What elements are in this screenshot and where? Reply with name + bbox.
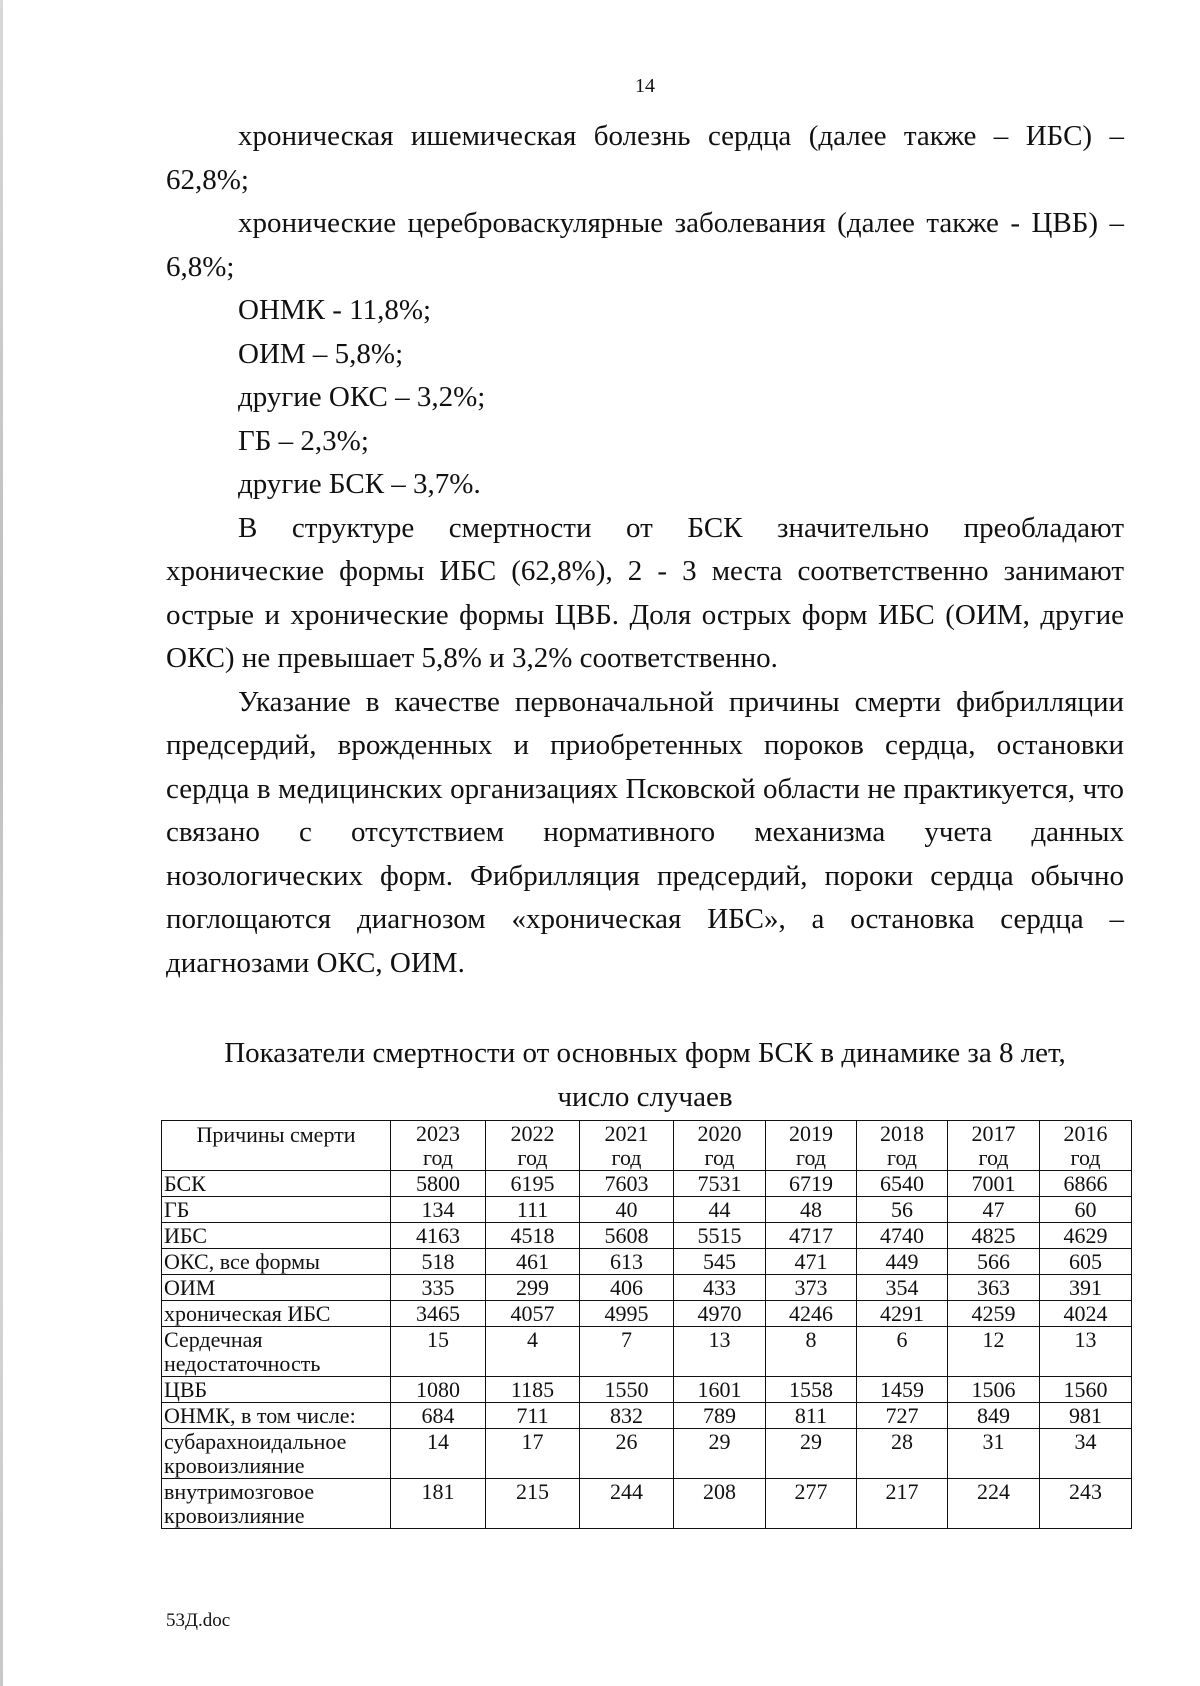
row-label: ИБС bbox=[162, 1223, 391, 1249]
table-cell: 29 bbox=[674, 1429, 766, 1479]
header-year-suffix: год bbox=[1070, 1145, 1101, 1170]
header-year-suffix: год bbox=[611, 1145, 642, 1170]
footer-filename: 53Д.doc bbox=[166, 1610, 231, 1631]
list-item-ibs-text: хроническая ишемическая болезнь сердца (далее также – ИБС) – bbox=[238, 120, 1124, 152]
table-cell: 5800 bbox=[391, 1171, 486, 1197]
table-cell: 7531 bbox=[674, 1171, 766, 1197]
table-cell: 4825 bbox=[948, 1223, 1040, 1249]
table-cell: 4291 bbox=[857, 1301, 948, 1327]
table-header-row bbox=[162, 1121, 1132, 1171]
paragraph-structure: В структуре смертности от БСК значительно преобладают хронические формы ИБС (62,8%), 2 - 3 места соответственно занимают острые и хронические формы ЦВБ. Доля острых форм ИБС (ОИМ, другие ОКС) не превышает 5,8% и 3,2% соответственно. bbox=[166, 511, 1124, 674]
header-year-suffix: год bbox=[886, 1145, 918, 1170]
header-year bbox=[580, 1121, 674, 1171]
table-cell: 4024 bbox=[1040, 1301, 1132, 1327]
header-year bbox=[674, 1121, 766, 1171]
header-year bbox=[766, 1121, 857, 1171]
list-item-gb: ГБ – 2,3%; bbox=[238, 424, 369, 457]
header-year-value: 2022 bbox=[510, 1121, 555, 1146]
table-cell: 217 bbox=[857, 1479, 948, 1529]
header-year-value: 2019 bbox=[789, 1121, 833, 1146]
list-item-ibs bbox=[166, 115, 1124, 159]
list-item-onmk: ОНМК - 11,8%; bbox=[238, 294, 432, 326]
page-number: 14 bbox=[635, 75, 655, 97]
table-cell: 711 bbox=[486, 1403, 580, 1429]
header-year-suffix: год bbox=[517, 1145, 548, 1170]
table-cell: 1560 bbox=[1040, 1377, 1132, 1403]
table-cell: 224 bbox=[948, 1479, 1040, 1529]
table-cell: 7001 bbox=[948, 1171, 1040, 1197]
table-cell: 47 bbox=[948, 1197, 1040, 1223]
header-year bbox=[391, 1121, 486, 1171]
table-cell: 4740 bbox=[857, 1223, 948, 1249]
list-item-cvb bbox=[166, 202, 1124, 246]
table-cell: 7603 bbox=[580, 1171, 674, 1197]
row-label: ОНМК, в том числе: bbox=[162, 1403, 391, 1429]
table-cell: 4629 bbox=[1040, 1223, 1132, 1249]
table-cell: 111 bbox=[486, 1197, 580, 1223]
table-cell: 34 bbox=[1040, 1429, 1132, 1479]
row-label-line-1: Сердечная bbox=[164, 1327, 263, 1352]
table-cell: 4259 bbox=[948, 1301, 1040, 1327]
table-cell: 391 bbox=[1040, 1275, 1132, 1301]
paragraph-causes: Указание в качестве первоначальной причины смерти фибрилляции предсердий, врожденных и приобретенных пороков сердца, остановки сердца в медицинских организациях Псковской области не практикуется, что связано с отсутствием нормативного механизма учета данных нозологических форм. Фибрилляция предсердий, пороки сердца обычно поглощаются диагнозом «хроническая ИБС», а остановка сердца – диагнозами ОКС, ОИМ. bbox=[166, 685, 1124, 979]
header-year bbox=[948, 1121, 1040, 1171]
header-year-suffix: год bbox=[422, 1145, 454, 1170]
table-cell: 14 bbox=[391, 1429, 486, 1479]
table-cell: 4717 bbox=[766, 1223, 857, 1249]
row-label: ГБ bbox=[162, 1197, 391, 1223]
table-cell: 849 bbox=[948, 1403, 1040, 1429]
table-cell: 981 bbox=[1040, 1403, 1132, 1429]
table-cell: 433 bbox=[674, 1275, 766, 1301]
table-cell: 363 bbox=[948, 1275, 1040, 1301]
header-year-value: 2017 bbox=[971, 1121, 1016, 1146]
table-row bbox=[162, 1223, 1132, 1249]
header-year bbox=[857, 1121, 948, 1171]
table-cell: 335 bbox=[391, 1275, 486, 1301]
table-cell: 31 bbox=[948, 1429, 1040, 1479]
table-cell: 406 bbox=[580, 1275, 674, 1301]
table-cell: 1185 bbox=[486, 1377, 580, 1403]
table-title-line-2: число случаев bbox=[557, 1080, 733, 1113]
table-row bbox=[162, 1301, 1132, 1327]
row-label-line-2: недостаточность bbox=[164, 1351, 321, 1376]
table-cell: 244 bbox=[580, 1479, 674, 1529]
table-cell: 44 bbox=[674, 1197, 766, 1223]
table-cell: 461 bbox=[486, 1249, 580, 1275]
table-cell: 1080 bbox=[391, 1377, 486, 1403]
table-cell: 566 bbox=[948, 1249, 1040, 1275]
table-cell: 5515 bbox=[674, 1223, 766, 1249]
header-year-value: 2018 bbox=[880, 1121, 924, 1146]
table-cell: 299 bbox=[486, 1275, 580, 1301]
table-row bbox=[162, 1249, 1132, 1275]
row-label: ОИМ bbox=[162, 1275, 391, 1301]
table-cell: 789 bbox=[674, 1403, 766, 1429]
list-item-ibs-continuation: 62,8%; bbox=[166, 163, 249, 196]
header-year-value: 2016 bbox=[1063, 1121, 1108, 1146]
table-row bbox=[162, 1403, 1132, 1429]
header-year bbox=[1040, 1121, 1132, 1171]
table-cell: 40 bbox=[580, 1197, 674, 1223]
row-label: ОКС, все формы bbox=[162, 1249, 391, 1275]
table-cell: 6195 bbox=[486, 1171, 580, 1197]
list-item-other-bsk: другие БСК – 3,7%. bbox=[238, 468, 481, 500]
header-cause: Причины смерти bbox=[162, 1121, 391, 1171]
table-cell: 727 bbox=[857, 1403, 948, 1429]
table-cell: 28 bbox=[857, 1429, 948, 1479]
table-cell: 17 bbox=[486, 1429, 580, 1479]
table-cell: 684 bbox=[391, 1403, 486, 1429]
table-cell: 243 bbox=[1040, 1479, 1132, 1529]
mortality-table bbox=[161, 1120, 1132, 1529]
table-row bbox=[162, 1429, 1132, 1479]
table-cell: 4057 bbox=[486, 1301, 580, 1327]
row-label-line-2: кровоизлияние bbox=[164, 1453, 305, 1478]
table-cell: 5608 bbox=[580, 1223, 674, 1249]
list-item-cvb-text: хронические цереброваскулярные заболевания (далее также - ЦВБ) – bbox=[238, 207, 1124, 239]
table-cell: 15 bbox=[391, 1327, 486, 1377]
table-cell: 13 bbox=[1040, 1327, 1132, 1377]
header-year bbox=[486, 1121, 580, 1171]
table-row bbox=[162, 1377, 1132, 1403]
table-row bbox=[162, 1171, 1132, 1197]
row-label: ЦВБ bbox=[162, 1377, 391, 1403]
header-year-suffix: год bbox=[795, 1145, 827, 1170]
table-cell: 1550 bbox=[580, 1377, 674, 1403]
table-cell: 1601 bbox=[674, 1377, 766, 1403]
row-label bbox=[162, 1479, 391, 1529]
header-year-suffix: год bbox=[704, 1145, 735, 1170]
table-cell: 277 bbox=[766, 1479, 857, 1529]
table-title bbox=[166, 1032, 1124, 1119]
table-cell: 4246 bbox=[766, 1301, 857, 1327]
table-cell: 6540 bbox=[857, 1171, 948, 1197]
table-cell: 13 bbox=[674, 1327, 766, 1377]
table-cell: 373 bbox=[766, 1275, 857, 1301]
row-label bbox=[162, 1327, 391, 1377]
scan-edge-decoration bbox=[0, 0, 3, 1686]
table-cell: 29 bbox=[766, 1429, 857, 1479]
table-cell: 1506 bbox=[948, 1377, 1040, 1403]
row-label-line-1: субарахноидальное bbox=[164, 1429, 347, 1454]
table-cell: 518 bbox=[391, 1249, 486, 1275]
table-cell: 1558 bbox=[766, 1377, 857, 1403]
table-cell: 48 bbox=[766, 1197, 857, 1223]
table-row bbox=[162, 1197, 1132, 1223]
table-cell: 181 bbox=[391, 1479, 486, 1529]
table-cell: 4 bbox=[486, 1327, 580, 1377]
header-year-value: 2020 bbox=[697, 1121, 742, 1146]
row-label-line-2: кровоизлияние bbox=[164, 1503, 305, 1528]
header-year-value: 2023 bbox=[416, 1121, 460, 1146]
row-label: БСК bbox=[162, 1171, 391, 1197]
table-cell: 471 bbox=[766, 1249, 857, 1275]
table-cell: 832 bbox=[580, 1403, 674, 1429]
table-cell: 215 bbox=[486, 1479, 580, 1529]
list-item-other-oks: другие ОКС – 3,2%; bbox=[238, 381, 486, 413]
table-cell: 613 bbox=[580, 1249, 674, 1275]
table-cell: 449 bbox=[857, 1249, 948, 1275]
table-cell: 6866 bbox=[1040, 1171, 1132, 1197]
table-cell: 26 bbox=[580, 1429, 674, 1479]
table-cell: 8 bbox=[766, 1327, 857, 1377]
body-text bbox=[166, 115, 1124, 985]
table-cell: 12 bbox=[948, 1327, 1040, 1377]
table-cell: 3465 bbox=[391, 1301, 486, 1327]
table-cell: 6 bbox=[857, 1327, 948, 1377]
table-row bbox=[162, 1327, 1132, 1377]
row-label-line-1: внутримозговое bbox=[164, 1479, 315, 1504]
table-cell: 7 bbox=[580, 1327, 674, 1377]
table-cell: 4163 bbox=[391, 1223, 486, 1249]
table-cell: 4995 bbox=[580, 1301, 674, 1327]
table-title-line-1: Показатели смертности от основных форм БСК в динамике за 8 лет, bbox=[224, 1037, 1066, 1069]
table-cell: 56 bbox=[857, 1197, 948, 1223]
row-label: хроническая ИБС bbox=[162, 1301, 391, 1327]
header-year-suffix: год bbox=[978, 1145, 1009, 1170]
table-cell: 134 bbox=[391, 1197, 486, 1223]
table-cell: 354 bbox=[857, 1275, 948, 1301]
table-cell: 60 bbox=[1040, 1197, 1132, 1223]
table-row bbox=[162, 1479, 1132, 1529]
table-cell: 545 bbox=[674, 1249, 766, 1275]
table-cell: 4970 bbox=[674, 1301, 766, 1327]
table-cell: 1459 bbox=[857, 1377, 948, 1403]
table-cell: 811 bbox=[766, 1403, 857, 1429]
table-cell: 6719 bbox=[766, 1171, 857, 1197]
list-item-cvb-continuation: 6,8%; bbox=[166, 250, 235, 283]
header-year-value: 2021 bbox=[604, 1121, 649, 1146]
table-row bbox=[162, 1275, 1132, 1301]
table-cell: 4518 bbox=[486, 1223, 580, 1249]
table-cell: 605 bbox=[1040, 1249, 1132, 1275]
row-label bbox=[162, 1429, 391, 1479]
table-cell: 208 bbox=[674, 1479, 766, 1529]
list-item-oim: ОИМ – 5,8%; bbox=[238, 337, 404, 370]
